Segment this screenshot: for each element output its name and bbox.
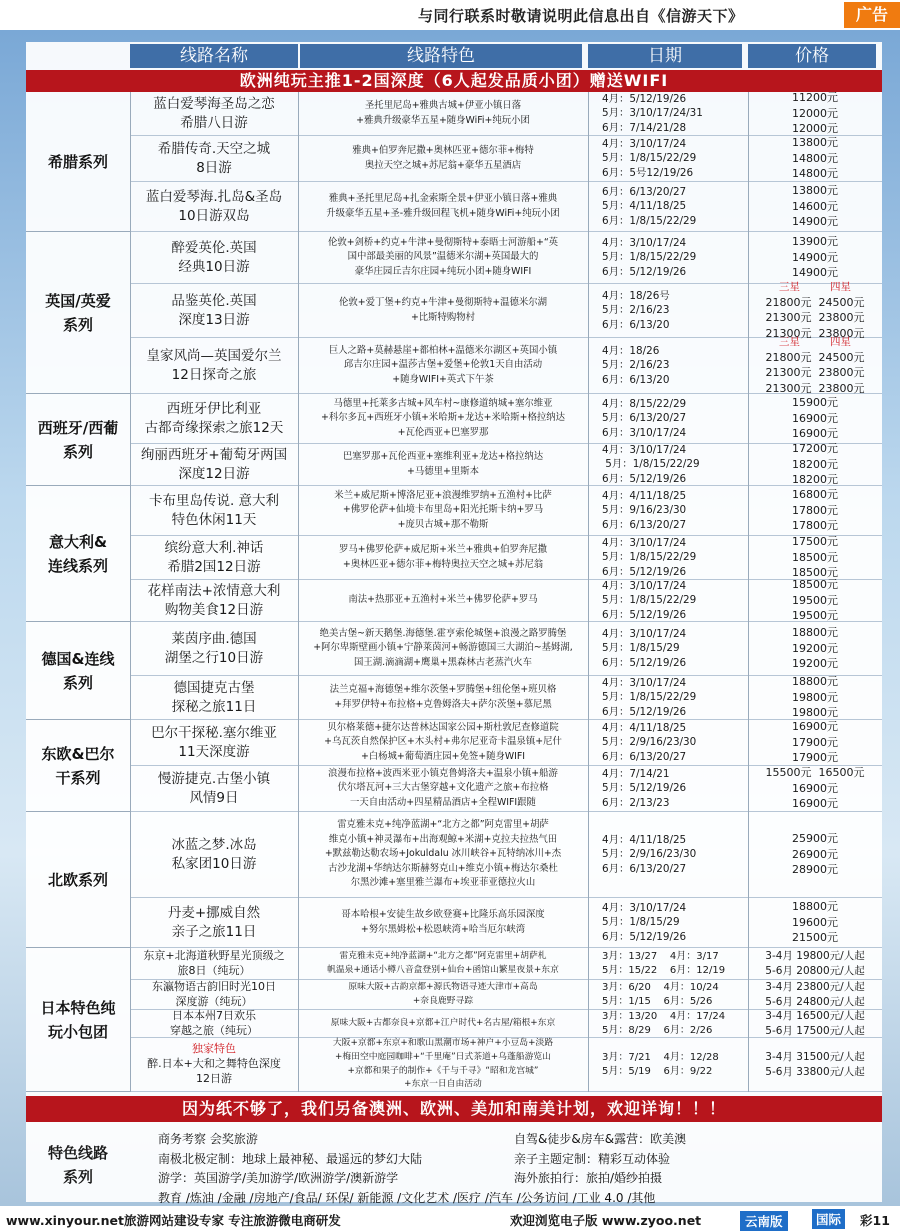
footer-left: www.xinyour.net旅游网站建设专家 专注旅游微电商研发	[6, 1213, 341, 1228]
top-notice-bar	[0, 0, 900, 30]
route-features: 绝美古堡~新天鹅堡.海德堡.霍亨索伦城堡+浪漫之路罗腾堡 +阿尔卑斯壁画小镇+宁静莱茵河+畅游德国三大湖泊~基姆湖, 国王湖.滴滴湖+鹰巢+黑森林古老蒸汽火车	[313, 627, 573, 668]
header-2: 日期	[588, 44, 742, 68]
column-divider	[748, 92, 749, 1092]
source-notice: 与同行联系时敬请说明此信息出自《信游天下》	[418, 7, 744, 25]
route-row	[130, 536, 882, 580]
footer-mid: 欢迎浏览电子版 www.zyoo.net	[510, 1213, 702, 1228]
column-divider	[130, 92, 131, 1092]
route-features: 哥本哈根+安徒生故乡欧登赛+比隆乐高乐园深度 +努尔黑姆松+松恩峡湾+哈当厄尔峡湾	[341, 908, 545, 935]
route-name: 冰蓝之梦.冰岛 私家团10日游	[171, 837, 257, 872]
route-dates: 4月：3/10/17/24 5月：1/8/15/22/29 6月：5/12/19/26	[602, 676, 697, 718]
page-number: 彩11	[860, 1213, 890, 1228]
special-line: 南极北极定制：地球上最神秘、最遥远的梦幻大陆	[158, 1151, 423, 1166]
route-row	[130, 182, 882, 232]
route-prices	[748, 338, 882, 393]
header-0: 线路名称	[130, 44, 298, 68]
category-label: 东欧&巴尔 干系列	[26, 720, 130, 812]
route-features: 罗马+佛罗伦萨+威尼斯+米兰+雅典+伯罗奔尼撒 +奥林匹亚+德尔菲+梅特奥拉天空之城+苏尼翁	[338, 543, 548, 570]
route-dates: 6月：6/13/20/27 5月：4/11/18/25 6月：1/8/15/22/29	[602, 185, 697, 227]
route-name: 丹麦+挪威自然 亲子之旅11日	[167, 905, 261, 940]
route-prices: 16800元 17800元 17800元	[792, 488, 838, 533]
category-label: 日本特色纯 玩小包团	[26, 948, 130, 1092]
route-name: 品鉴英伦.英国 深度13日游	[171, 293, 257, 328]
route-prices: 15900元 16900元 16900元	[792, 396, 838, 441]
route-features: 雷克雅未克+纯净蓝湖+“北方之都”阿克雷里+胡萨札 帆温泉+通话小樽八音盒登别+仙台+函馆山繁星夜景+东京	[327, 950, 559, 975]
route-dates: 4月：5/12/19/26 5月：3/10/17/24/31 6月：7/14/21/28	[602, 92, 703, 134]
route-prices: 3-4月 31500元/人起 5-6月 33800元/人起	[765, 1050, 865, 1078]
route-dates: 3月：7/21 4月：12/28 5月：5/19 6月：9/22	[602, 1051, 719, 1077]
route-name: 西班牙伊比利亚 古都奇缘探索之旅12天	[144, 401, 284, 436]
route-prices: 3-4月 23800元/人起 5-6月 24800元/人起	[765, 980, 865, 1008]
route-name: 皇家风尚—英国爱尔兰 12日探奇之旅	[146, 348, 282, 383]
section-tag: 国际	[812, 1209, 845, 1229]
route-dates: 3月：13/20 4月：17/24 5月：8/29 6月：2/26	[602, 1010, 726, 1036]
route-row	[130, 676, 882, 720]
route-prices: 18800元 19200元 19200元	[792, 626, 838, 671]
ad-badge: 广告	[844, 2, 900, 28]
header-1: 线路特色	[300, 44, 582, 68]
special-category: 特色线路 系列	[47, 1144, 108, 1186]
category-label: 西班牙/西葡 系列	[26, 394, 130, 486]
column-divider	[588, 92, 589, 1092]
star-rating-labels: 三星 四星	[778, 281, 852, 294]
category-label: 希腊系列	[26, 92, 130, 232]
route-prices: 25900元 26900元 28900元	[792, 832, 838, 877]
route-dates: 4月：3/10/17/24 5月：1/8/15/29 6月：5/12/19/26	[602, 901, 687, 943]
route-row	[130, 1038, 882, 1092]
route-prices: 3-4月 16500元/人起 5-6月 17500元/人起	[765, 1009, 865, 1037]
route-name: 希腊传奇.天空之城 8日游	[157, 141, 271, 176]
route-row	[130, 338, 882, 394]
column-divider	[298, 92, 299, 1092]
route-prices: 13800元 14600元 14900元	[792, 184, 838, 229]
route-features: 雅典+伯罗奔尼撒+奥林匹亚+德尔菲+梅特 奥拉天空之城+苏尼翁+豪华五星酒店	[352, 144, 534, 171]
route-dates: 4月：3/10/17/24 5月：1/8/15/22/29 6月：5/12/19/26	[602, 443, 700, 485]
route-prices: 16900元 17900元 17900元	[792, 720, 838, 765]
route-row	[130, 136, 882, 182]
route-row	[130, 232, 882, 284]
route-name-text: 醉.日本+大和之舞特色深度 12日游	[147, 1057, 281, 1085]
route-name: 花样南法+浓情意大利 购物美食12日游	[147, 583, 281, 618]
route-dates: 4月：7/14/21 5月：5/12/19/26 6月：2/13/23	[602, 767, 687, 809]
route-dates: 4月：18/26号 5月：2/16/23 6月：6/13/20	[602, 289, 670, 331]
route-row	[130, 92, 882, 136]
route-name: 缤纷意大利.神话 希腊2国12日游	[164, 540, 264, 575]
route-name: 蓝白爱琴海.扎岛&圣岛 10日游双岛	[145, 189, 283, 224]
special-line-right: 海外旅拍行：旅拍/婚纱拍摄	[514, 1171, 663, 1185]
route-features: 伦敦+爱丁堡+约克+牛津+曼彻斯特+温德米尔湖 +比斯特购物村	[338, 296, 548, 323]
route-row	[130, 948, 882, 980]
route-features: 原味大阪+古韵京都+源氏物语寻迹大津市+高岛 +奈良鹿野寻踪	[348, 981, 538, 1006]
category-label: 德国&连线 系列	[26, 622, 130, 720]
route-prices: 18500元 19500元 19500元	[792, 578, 838, 623]
route-prices: 13800元 14800元 14800元	[792, 136, 838, 181]
route-row	[130, 1010, 882, 1038]
route-dates: 4月：4/11/18/25 5月：2/9/16/23/30 6月：6/13/20/27	[602, 721, 697, 763]
special-line: 教育 /炼油 /金融 /房地产/食品/ 环保/ 新能源 /文化艺术 /医疗 /汽车 /公务访问 /工业 4.0 /其他	[158, 1190, 656, 1205]
category-label: 意大利& 连线系列	[26, 486, 130, 622]
banner-top: 欧洲纯玩主推1-2国深度（6人起发品质小团）赠送WIFI	[26, 70, 882, 92]
route-prices: 17500元 18500元 18500元	[792, 535, 838, 580]
price-values: 21800元 24500元 21300元 23800元 21300元 23800元	[765, 295, 865, 340]
route-dates: 4月：3/10/17/24 5月：1/8/15/22/29 6月：5号12/19/26	[602, 137, 697, 179]
route-name: 日本本州7日欢乐 穿越之旅（纯玩）	[170, 1008, 258, 1037]
route-row	[130, 622, 882, 676]
special-line-right: 自驾&徒步&房车&露营：欧美澳	[514, 1132, 687, 1146]
route-name: 巴尔干探秘.塞尔维亚 11天深度游	[151, 725, 277, 760]
footer	[0, 1206, 900, 1230]
route-prices: 18800元 19600元 21500元	[792, 900, 838, 945]
route-name: 绚丽西班牙+葡萄牙两国 深度12日游	[140, 447, 288, 482]
route-row	[130, 444, 882, 486]
category-label: 北欧系列	[26, 812, 130, 948]
route-row	[130, 580, 882, 622]
route-dates: 4月：3/10/17/24 5月：1/8/15/22/29 6月：5/12/19/26	[602, 536, 697, 578]
category-label: 英国/英爱 系列	[26, 232, 130, 394]
route-dates: 4月：8/15/22/29 5月：6/13/20/27 6月：3/10/17/24	[602, 397, 687, 439]
route-dates: 4月：3/10/17/24 5月：1/8/15/22/29 6月：5/12/19/26	[602, 579, 697, 621]
route-row	[130, 766, 882, 812]
route-prices: 13900元 14900元 14900元	[792, 235, 838, 280]
route-name: 东瀛物语古韵旧时光10日 深度游（纯玩）	[152, 979, 276, 1008]
route-features: 浪漫布拉格+波西米亚小镇克鲁姆洛夫+温泉小镇+船游 伏尔塔瓦河+三大古堡穿越+文化遗产之旅+布拉格 一天自由活动+四星精品酒店+全程WIFI跟随	[328, 767, 558, 808]
route-features: 大阪+京都+东京+和歌山黑潮市场+神户+小豆岛+淡路 +梅田空中庭园咖啡+“千里庵”日式茶道+乌蓬船游览山 +京都和果子的制作+《千与千寻》“昭和龙宫城” +东京一日自由活动	[332, 1038, 554, 1090]
route-row	[130, 394, 882, 444]
route-features: 原味大阪+古都奈良+京都+江户时代+名古屋/箱根+东京	[330, 1017, 556, 1028]
route-dates: 4月：3/10/17/24 5月：1/8/15/29 6月：5/12/19/26	[602, 627, 687, 669]
route-name: 德国捷克古堡 探秘之旅11日	[171, 680, 257, 715]
route-features: 法兰克福+海德堡+维尔茨堡+罗腾堡+纽伦堡+班贝格 +拜罗伊特+布拉格+克鲁姆洛夫+萨尔茨堡+慕尼黑	[329, 683, 557, 710]
route-features: 马德里+托莱多古城+风车村~康修道纳城+塞尔维亚 +科尔多瓦+西班牙小镇+米哈斯+龙达+米哈斯+格拉纳达 +瓦伦西亚+巴塞罗那	[320, 397, 565, 438]
banner-bottom: 因为纸不够了，我们另备澳洲、欧洲、美加和南美计划，欢迎详询！！！	[26, 1096, 882, 1122]
route-prices: 17200元 18200元 18200元	[792, 442, 838, 487]
route-features: 伦敦+剑桥+约克+牛津+曼彻斯特+泰晤士河游船+“英 国中部最美丽的风景”温德米尔湖+英国最大的 豪华庄园丘吉尔庄园+纯玩小团+随身WIFI	[327, 236, 559, 277]
route-row	[130, 720, 882, 766]
route-prices: 15500元 16500元 16900元 16900元	[765, 766, 865, 811]
route-prices: 18800元 19800元 19800元	[792, 675, 838, 720]
route-dates: 3月：6/20 4月：10/24 5月：1/15 6月：5/26	[602, 981, 719, 1007]
special-label: 独家特色	[192, 1042, 236, 1056]
route-name: 东京+北海道秋野星光顶级之 旅8日（纯玩）	[143, 948, 285, 977]
route-features: 雅典+圣托里尼岛+扎金索斯全景+伊亚小镇日落+雅典 升级豪华五星+圣-雅升级回程飞机+随身WiFi+纯玩小团	[326, 192, 560, 219]
special-line: 商务考察 会奖旅游	[158, 1132, 258, 1146]
route-features: 圣托里尼岛+雅典古城+伊亚小镇日落 +雅典升级豪华五星+随身WiFi+纯玩小团	[356, 99, 530, 126]
route-features: 南法+热那亚+五渔村+米兰+佛罗伦萨+罗马	[348, 594, 538, 606]
special-line: 游学：英国游学/美加游学/欧洲游学/澳新游学	[158, 1171, 399, 1185]
route-row	[130, 980, 882, 1010]
route-dates: 4月：4/11/18/25 5月：9/16/23/30 6月：6/13/20/27	[602, 489, 687, 531]
route-prices: 3-4月 19800元/人起 5-6月 20800元/人起	[765, 949, 865, 977]
route-prices	[748, 281, 882, 340]
route-row	[130, 898, 882, 948]
price-values: 21800元 24500元 21300元 23800元 21300元 23800元	[765, 350, 865, 395]
header-3: 价格	[748, 44, 876, 68]
route-name: 莱茵序曲.德国 湖堡之行10日游	[164, 631, 264, 666]
route-name: 蓝白爱琴海圣岛之恋 希腊八日游	[153, 96, 275, 131]
special-line-right: 亲子主题定制：精彩互动体验	[514, 1151, 671, 1166]
route-features: 巨人之路+莫赫悬崖+都柏林+温德米尔湖区+英国小镇 邱吉尔庄园+温莎古堡+爱堡+伦敦1天自由活动 +随身WIFI+英式下午茶	[328, 344, 558, 385]
route-name	[130, 1038, 298, 1091]
route-row	[130, 281, 882, 340]
route-dates: 4月：18/26 5月：2/16/23 6月：6/13/20	[602, 344, 670, 386]
route-dates: 4月：3/10/17/24 5月：1/8/15/22/29 6月：5/12/19/26	[602, 236, 697, 278]
route-features: 巴塞罗那+瓦伦西亚+塞维利亚+龙达+格拉纳达 +马德里+里斯本	[342, 450, 544, 477]
route-name: 慢游捷克.古堡小镇 风情9日	[157, 771, 271, 806]
route-prices: 11200元 12000元 12000元	[792, 91, 838, 136]
star-rating-labels: 三星 四星	[778, 336, 852, 349]
route-row	[130, 812, 882, 898]
edition-tag: 云南版	[740, 1211, 788, 1231]
route-features: 米兰+威尼斯+博洛尼亚+浪漫维罗纳+五渔村+比萨 +佛罗伦萨+仙境卡布里岛+阳光托斯卡纳+罗马 +庞贝古城+那不勒斯	[334, 489, 552, 530]
route-dates: 3月：13/27 4月：3/17 5月：15/22 6月：12/19	[602, 950, 726, 976]
route-name: 卡布里岛传说. 意大利 特色休闲11天	[148, 493, 280, 528]
route-name: 醉爱英伦.英国 经典10日游	[171, 240, 257, 275]
route-dates: 4月：4/11/18/25 5月：2/9/16/23/30 6月：6/13/20/27	[602, 833, 697, 875]
route-features: 贝尔格莱德+捷尔达普林达国家公园+斯杜敦尼查修道院 +乌瓦茨自然保护区+木头村+弗尔尼亚奇卡温泉镇+尼什 +白杨城+葡萄酒庄园+免签+随身WIFI	[324, 721, 562, 762]
route-row	[130, 486, 882, 536]
route-features: 雷克雅未克+纯净蓝湖+“北方之都”阿克雷里+胡萨 维克小镇+神灵瀑布+出海观鲸+米湖+克拉夫拉热气田 +默兹勒达勒农场+Jokuldalu 冰川峡谷+瓦特纳冰川+杰 古沙龙湖+华纳达尔斯赫努克山+维克小镇+梅达尔桑杜 尔黑沙滩+塞里雅兰瀑布+埃亚菲亚德拉火山	[324, 819, 562, 889]
